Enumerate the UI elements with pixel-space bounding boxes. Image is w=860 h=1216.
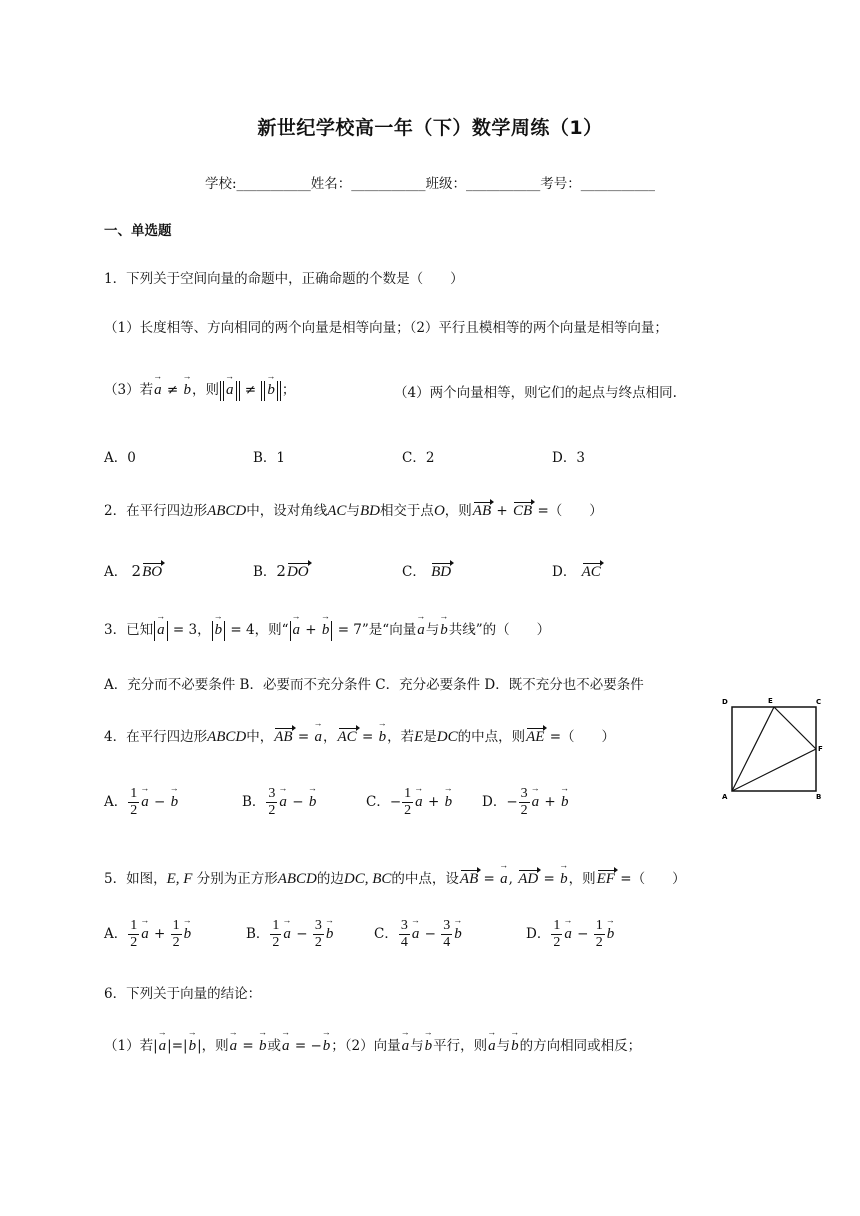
q1-statement-1-2: （1）长度相等、方向相同的两个向量是相等向量；（2）平行且模相等的两个向量是相等向量； — [104, 320, 668, 336]
q3-options[interactable]: A．充分而不必要条件 B．必要而不充分条件 C．充分必要条件 D．既不充分也不必要条件 — [104, 677, 644, 693]
q1-option-a[interactable]: A．0 — [104, 450, 136, 466]
q3-stem: 3．已知→ a = 3，→ b = 4，则“→ a + → b = 7”是“向量→ a与→ b共线”的（ ） — [104, 618, 550, 641]
q4-option-b[interactable]: B． $\frac{3}{2}$ → a − → b — [242, 786, 317, 819]
segment-ef — [774, 707, 816, 749]
q2-option-d[interactable]: D． AC — [552, 564, 601, 580]
segment-af — [732, 749, 816, 791]
q1-option-d[interactable]: D．3 — [552, 450, 585, 466]
q2-stem: 2．在平行四边形ABCD中，设对角线AC与BD相交于点O，则AB + CB =（ ） — [104, 503, 603, 519]
q1-stem: 1．下列关于空间向量的命题中，正确命题的个数是（ ） — [104, 271, 464, 287]
q1-option-c[interactable]: C．2 — [402, 450, 435, 466]
label-b: B — [816, 793, 822, 801]
q6-stem: 6．下列关于向量的结论： — [104, 986, 262, 1002]
q4-stem: 4．在平行四边形ABCD中，AB = → a，AC = → b，若E是DC的中点，则AE =（ ） — [104, 725, 615, 746]
student-info-line: 学校:___________姓名：___________班级：___________考号：___________ — [204, 176, 656, 192]
section-heading: 一、单选题 — [104, 223, 172, 239]
q1-option-b[interactable]: B．1 — [253, 450, 286, 466]
q5-option-b[interactable]: B． $\frac{1}{2}$ → a − $\frac{3}{2}$ → b — [246, 918, 334, 951]
q2-option-c[interactable]: C． BD — [402, 564, 452, 580]
q2-option-a[interactable]: A． 2BO — [104, 562, 163, 580]
q4-option-c[interactable]: C．− $\frac{1}{2}$ → a + → b — [366, 786, 453, 819]
segment-ae — [732, 707, 774, 791]
square-abcd — [732, 707, 816, 791]
label-d: D — [722, 698, 728, 706]
label-e: E — [768, 697, 773, 705]
square-figure — [720, 695, 830, 805]
page-title: 新世纪学校高一年（下）数学周练（1） — [257, 117, 603, 139]
label-f: F — [818, 745, 823, 753]
q5-option-d[interactable]: D． $\frac{1}{2}$ → a − $\frac{1}{2}$ → b — [526, 918, 615, 951]
q5-stem: 5．如图，E, F 分别为正方形ABCD的边DC, BC的中点，设AB = → a, AD = → b，则EF =（ ） — [104, 867, 686, 888]
q5-option-c[interactable]: C． $\frac{3}{4}$ → a − $\frac{3}{4}$ → b — [374, 918, 463, 951]
label-a: A — [722, 793, 728, 801]
q5-option-a[interactable]: A． $\frac{1}{2}$ → a + $\frac{1}{2}$ → b — [104, 918, 192, 951]
q6-statement-1-2: （1）若|→ a|=|→ b|，则→ a = → b或→ a = −→ b；（2）向量→ a与→ b平行，则→ a与→ b的方向相同或相反； — [104, 1034, 641, 1055]
label-c: C — [816, 698, 822, 706]
q4-option-d[interactable]: D．− $\frac{3}{2}$ → a + → b — [482, 786, 570, 819]
q4-option-a[interactable]: A． $\frac{1}{2}$ → a − → b — [104, 786, 179, 819]
q1-statement-3: （3）若→ a ≠ → b，则→ a ≠ → b ； — [104, 378, 295, 401]
q1-statement-4: （4）两个向量相等，则它们的起点与终点相同. — [394, 385, 677, 401]
q2-option-b[interactable]: B．2DO — [253, 562, 309, 580]
